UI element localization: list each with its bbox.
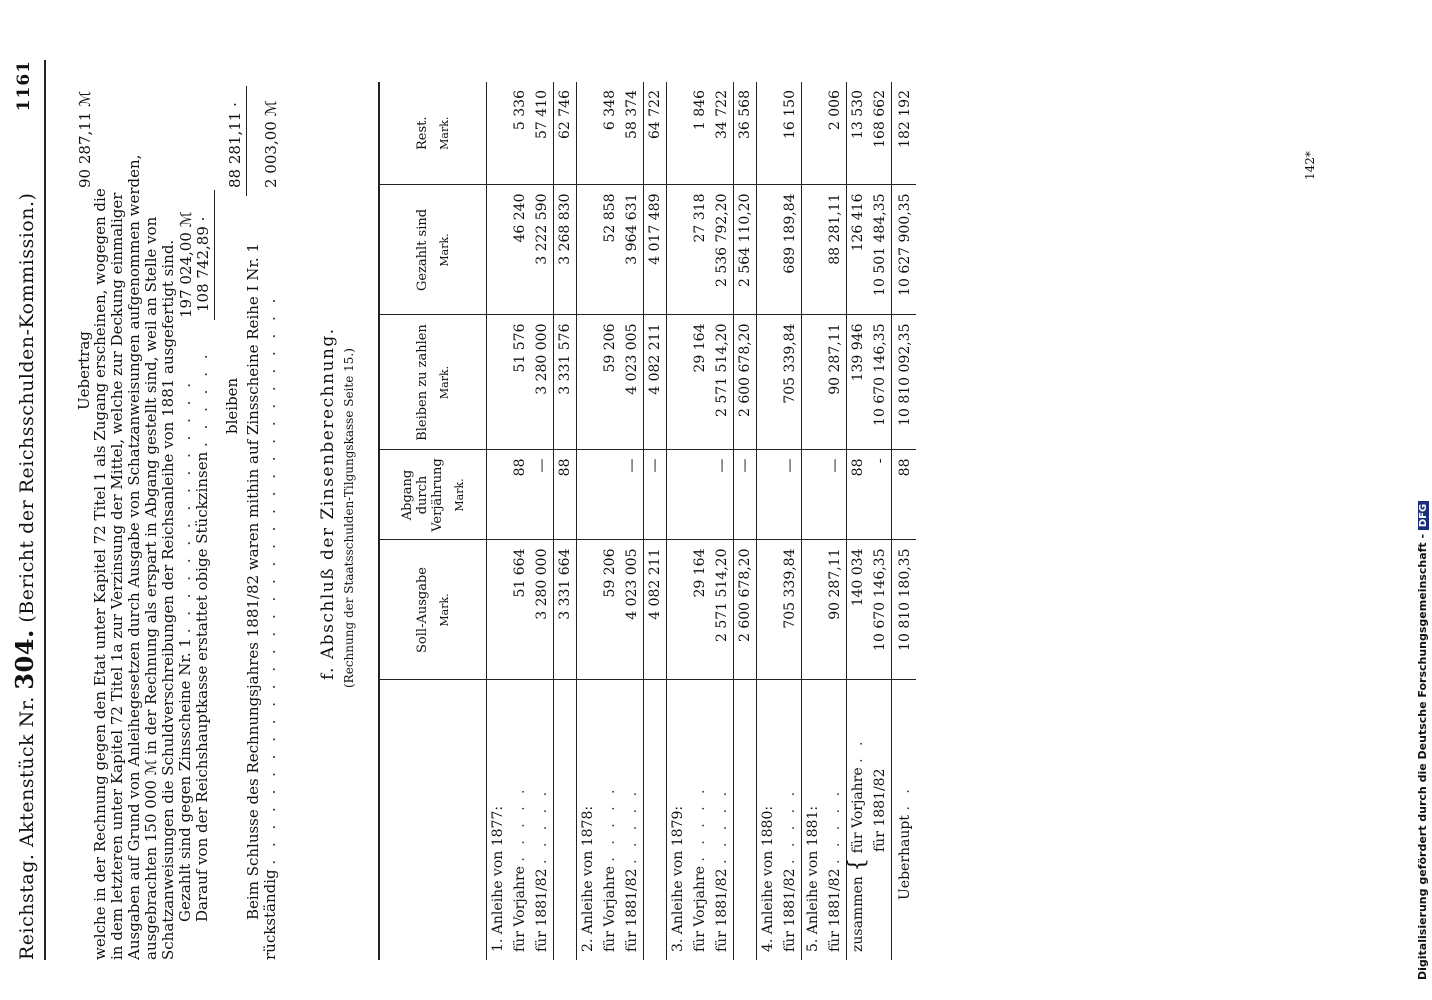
page-number: 1161 [14, 60, 34, 112]
cell-abgang: 88 [892, 450, 917, 540]
intro-line-2: in dem letzteren unter Kapitel 72 Titel 1a zur Verzinsung der Mittel, welche zur Deckung einmaliger [108, 192, 126, 960]
document-number: 304. [10, 629, 39, 690]
cell-abgang: 88 [554, 450, 577, 540]
schluss-line-2: rückständig . . . . . . . . . . . . . . . . . . . . . . . . . . . . . . . . . [261, 294, 279, 960]
row-label: für 1881/82 [714, 868, 730, 952]
cell-abgang: — [711, 450, 734, 540]
table-row: für Vorjahre . . . . . 29 164 29 164 27 318 1 846 [689, 82, 711, 960]
table-row-total [869, 82, 892, 960]
ueberhaupt-label: Ueberhaupt [897, 815, 913, 900]
cell-gezahlt: 27 318 [689, 185, 711, 315]
table-row: für 1881/82 . . . . . 90 287,11 — 90 287,11 88 281,11 2 006 [824, 82, 847, 960]
cell-abgang: 88 [509, 450, 531, 540]
table-row [757, 82, 780, 960]
cell-abgang: — [621, 450, 644, 540]
rueckstaendig-amount: 2 003,00 ℳ [262, 100, 280, 188]
header-subtitle: (Bericht der Reichsschulden-Kommission.) [16, 192, 38, 623]
table-row [577, 82, 600, 960]
cell-soll: 4 082 211 [644, 540, 667, 680]
cell-gezahlt: 2 564 110,20 [734, 185, 757, 315]
row-label: für Vorjahre [512, 866, 528, 952]
row-label: für 1881/82 [624, 868, 640, 952]
table-header-row [379, 82, 487, 960]
cell-rest: 62 746 [554, 82, 577, 185]
cell-bleiben: 90 287,11 [824, 315, 847, 450]
cell-rest: 36 568 [734, 82, 757, 185]
cell-rest: 64 722 [644, 82, 667, 185]
col-header-blank [379, 680, 487, 960]
interest-table [378, 82, 916, 960]
table-row: für 1881/82 . . . . . 3 280 000 — 3 280 000 3 222 590 57 410 [531, 82, 554, 960]
cell-soll: 2 600 678,20 [734, 540, 757, 680]
cell-soll: 3 331 664 [554, 540, 577, 680]
group-title: 5. Anleihe von 1881: [802, 680, 825, 960]
cell-abgang [599, 450, 621, 540]
table-row-sum [734, 82, 757, 960]
cell-gezahlt: 2 536 792,20 [711, 185, 734, 315]
cell-soll: 51 664 [509, 540, 531, 680]
table-row-sum [644, 82, 667, 960]
col-header-rest: Rest. Mark. [379, 82, 487, 185]
cell-rest: 34 722 [711, 82, 734, 185]
gezahlt-label: Gezahlt sind gegen Zinsscheine Nr. 1 . . . . . . . . . . . . . . . [176, 379, 194, 922]
table-row [487, 82, 510, 960]
dfg-footer [1416, 0, 1429, 980]
page-header [10, 193, 39, 960]
uebertrag-label: Uebertrag [75, 331, 93, 410]
table-row-total: zusammen { für Vorjahre . . 140 034 88 139 946 126 416 13 530 [847, 82, 870, 960]
darauf-label: Darauf von der Reichshauptkasse erstattet obige Stückzinsen . . . . . . [193, 350, 211, 922]
cell-gezahlt: 3 268 830 [554, 185, 577, 315]
cell-gezahlt: 46 240 [509, 185, 531, 315]
cell-soll: 140 034 [847, 540, 870, 680]
uebertrag-amount: 90 287,11 ℳ [76, 90, 94, 188]
gezahlt-amount: 197 024,00 ℳ [177, 211, 195, 318]
cell-gezahlt: 10 627 900,35 [892, 185, 917, 315]
table-row [802, 82, 825, 960]
cell-soll: 2 571 514,20 [711, 540, 734, 680]
cell-bleiben: 2 600 678,20 [734, 315, 757, 450]
cell-gezahlt: 88 281,11 [824, 185, 847, 315]
row-label: für 1881/82 [534, 868, 550, 952]
row-label: für 1881/82 [872, 768, 888, 852]
group-title: 2. Anleihe von 1878: [577, 680, 600, 960]
intro-line-4: ausgebrachten 150 000 ℳ in der Rechnung als erspart in Abgang gestellt sind, weil an Stelle von [142, 216, 160, 960]
total-rule [246, 86, 247, 196]
cell-rest: 57 410 [531, 82, 554, 185]
cell-rest: 182 192 [892, 82, 917, 185]
cell-soll: 10 810 180,35 [892, 540, 917, 680]
cell-gezahlt: 689 189,84 [779, 185, 802, 315]
row-label: für 1881/82 [782, 868, 798, 952]
cell-bleiben: 705 339,84 [779, 315, 802, 450]
group-title: 4. Anleihe von 1880: [757, 680, 780, 960]
cell-soll: 10 670 146,35 [869, 540, 892, 680]
group-title: 1. Anleihe von 1877: [490, 805, 506, 952]
darauf-amount: 108 742,89 · [194, 216, 212, 312]
header-rule [44, 60, 46, 960]
header-left: Reichstag. Aktenstück Nr. [16, 696, 38, 960]
cell-bleiben: 4 023 005 [621, 315, 644, 450]
cell-soll: 705 339,84 [779, 540, 802, 680]
cell-soll: 90 287,11 [824, 540, 847, 680]
cell-bleiben: 29 164 [689, 315, 711, 450]
cell-bleiben: 4 082 211 [644, 315, 667, 450]
cell-bleiben: 3 280 000 [531, 315, 554, 450]
table-row: für 1881/82 . . . . . 2 571 514,20 — 2 571 514,20 2 536 792,20 34 722 [711, 82, 734, 960]
bleiben-label: bleiben [223, 377, 241, 434]
cell-bleiben: 139 946 [847, 315, 870, 450]
cell-gezahlt: 3 964 631 [621, 185, 644, 315]
schluss-line-1: Beim Schlusse des Rechnungsjahres 1881/82 waren mithin auf Zinsscheine Reihe I Nr. 1 [244, 243, 262, 920]
dfg-logo: DFG [1418, 501, 1429, 530]
cell-soll: 29 164 [689, 540, 711, 680]
cell-rest: 1 846 [689, 82, 711, 185]
cell-bleiben: 59 206 [599, 315, 621, 450]
cell-abgang: — [779, 450, 802, 540]
cell-bleiben: 10 670 146,35 [869, 315, 892, 450]
col-header-abgang: Abgang durch Verjährung Mark. [379, 450, 487, 540]
cell-abgang: — [824, 450, 847, 540]
table-row: für 1881/82 . . . . . 705 339,84 — 705 339,84 689 189,84 16 150 [779, 82, 802, 960]
table-row-sum [554, 82, 577, 960]
cell-abgang: — [644, 450, 667, 540]
page-reference: 142* [1303, 151, 1317, 180]
cell-gezahlt: 52 858 [599, 185, 621, 315]
intro-line-3: Ausgaben auf Grund von Anleihegesetzen durch Ausgabe von Schatzanweisungen aufgenommen werden, [125, 154, 143, 960]
cell-abgang [689, 450, 711, 540]
cell-gezahlt: 3 222 590 [531, 185, 554, 315]
cell-abgang: — [531, 450, 554, 540]
cell-soll: 3 280 000 [531, 540, 554, 680]
section-subtitle: (Rechnung der Staatsschulden-Tilgungskasse Seite 15.) [342, 348, 356, 688]
cell-rest: 16 150 [779, 82, 802, 185]
cell-gezahlt: 126 416 [847, 185, 870, 315]
row-label: für Vorjahre [602, 866, 618, 952]
intro-line-1: welche in der Rechnung gegen den Etat unter Kapitel 72 Titel 1 als Zugang erscheinen, wogegen die [91, 188, 109, 960]
footer-text: Digitalisierung gefördert durch die Deutsche Forschungsgemeinschaft - [1416, 533, 1429, 980]
cell-bleiben: 51 576 [509, 315, 531, 450]
group-title: 3. Anleihe von 1879: [667, 680, 690, 960]
cell-bleiben: 2 571 514,20 [711, 315, 734, 450]
cell-rest: 13 530 [847, 82, 870, 185]
cell-abgang: 88 [847, 450, 870, 540]
table-row-grand-total: Ueberhaupt . . 10 810 180,35 88 10 810 092,35 10 627 900,35 182 192 [892, 82, 917, 960]
cell-gezahlt: 4 017 489 [644, 185, 667, 315]
cell-bleiben: 10 810 092,35 [892, 315, 917, 450]
col-header-gezahlt: Gezahlt sind Mark. [379, 185, 487, 315]
cell-rest: 58 374 [621, 82, 644, 185]
bleiben-amount: 88 281,11 · [226, 102, 244, 188]
table-row [667, 82, 690, 960]
cell-soll: 59 206 [599, 540, 621, 680]
cell-abgang: — [734, 450, 757, 540]
cell-rest: 6 348 [599, 82, 621, 185]
cell-rest: 5 336 [509, 82, 531, 185]
cell-abgang: - [869, 450, 892, 540]
table-row: für 1881/82 . . . . . 4 023 005 — 4 023 005 3 964 631 58 374 [621, 82, 644, 960]
col-header-bleiben: Bleiben zu zahlen Mark. [379, 315, 487, 450]
cell-bleiben: 3 331 576 [554, 315, 577, 450]
row-label: für Vorjahre [850, 767, 866, 854]
cell-rest: 168 662 [869, 82, 892, 185]
table-row: für Vorjahre . . . . . 59 206 59 206 52 858 6 348 [599, 82, 621, 960]
table-row: für Vorjahre . . . . . 51 664 88 51 576 46 240 5 336 [509, 82, 531, 960]
col-header-soll: Soll-Ausgabe Mark. [379, 540, 487, 680]
zusammen-label: zusammen [850, 876, 866, 952]
cell-gezahlt: 10 501 484,35 [869, 185, 892, 315]
row-label: für 1881/82 [827, 868, 843, 952]
section-title: f. Abschluß der Zinsenberechnung. [318, 327, 338, 680]
brace-glyph: { [845, 857, 870, 872]
cell-rest: 2 006 [824, 82, 847, 185]
cell-soll: 4 023 005 [621, 540, 644, 680]
intro-line-5: Schatzanweisungen die Schuldverschreibungen der Reichsanleihe von 1881 ausgefertigt sind. [159, 239, 177, 960]
sum-rule [214, 190, 215, 320]
row-label: für Vorjahre [692, 866, 708, 952]
